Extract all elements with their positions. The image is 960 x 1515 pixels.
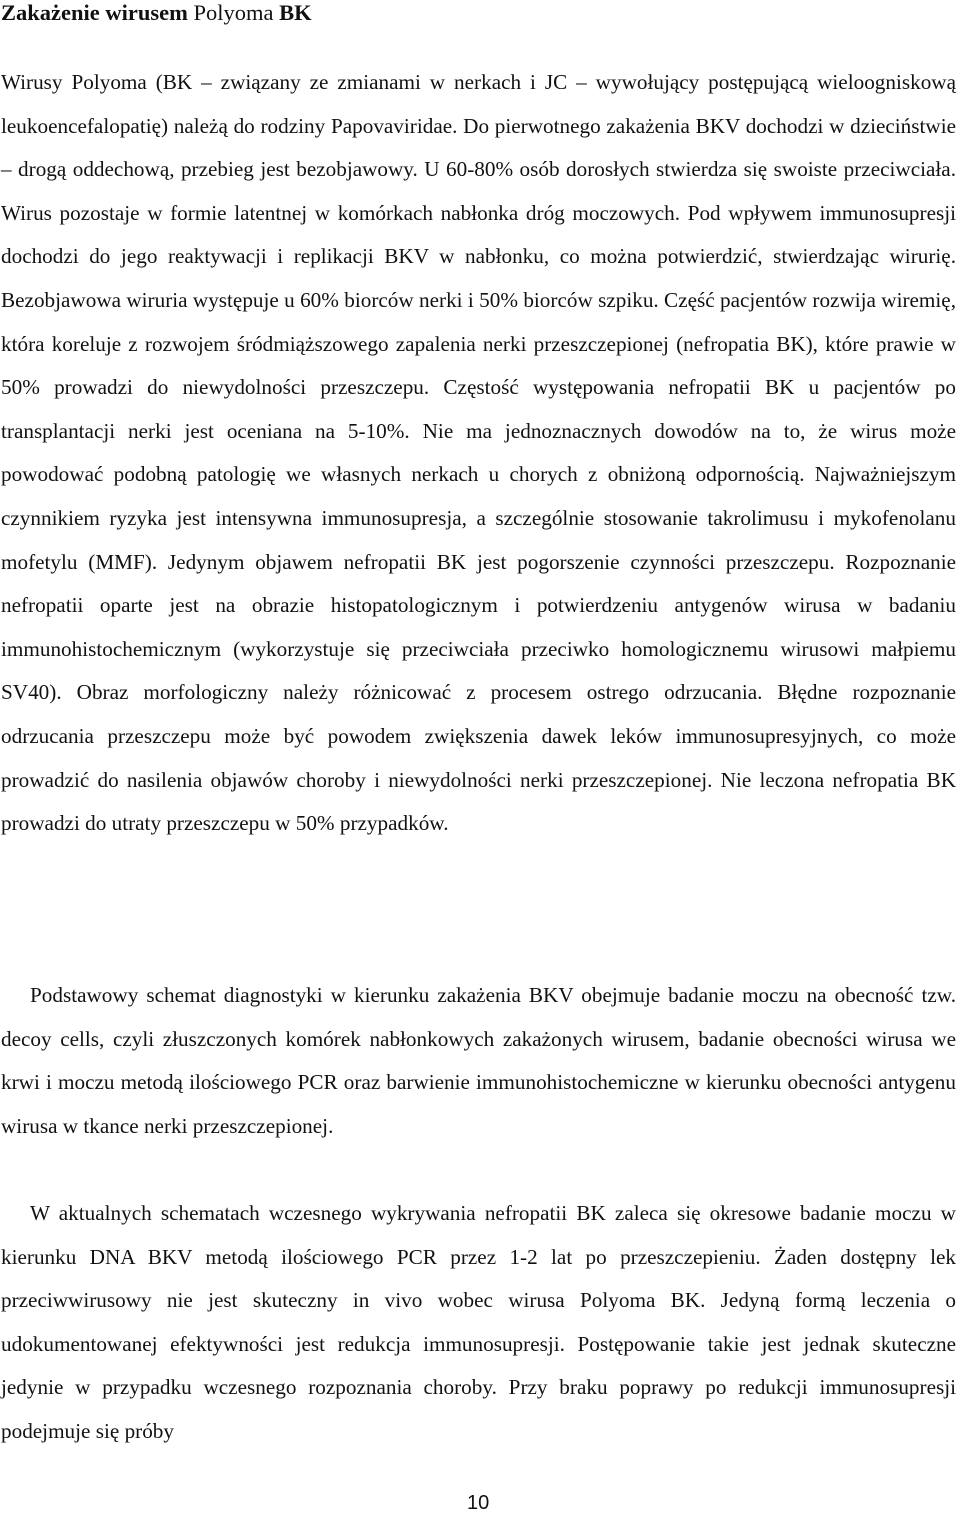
section-title-normal: Polyoma — [193, 0, 274, 25]
paragraph-intro: Wirusy Polyoma (BK – związany ze zmianami w nerkach i JC – wywołujący postępującą wieloogniskową leukoencefalopatię) należą do rodziny Papovaviridae. Do pierwotnego zakażenia BKV dochodzi w dzieciństwie – drogą oddechową, przebieg jest bezobjawowy. U 60-80% osób dorosłych stwierdza się swoiste przeciwciała. Wirus pozostaje w formie latentnej w komórkach nabłonka dróg moczowych. Pod wpływem immunosupresji dochodzi do jego reaktywacji i replikacji BKV w nabłonku, co można potwierdzić, stwierdzając wirurię. Bezobjawowa wiruria występuje u 60% biorców nerki i 50% biorców szpiku. Część pacjentów rozwija wiremię, która koreluje z rozwojem śródmiąższowego zapalenia nerki przeszczepionej (nefropatia BK), które prawie w 50% prowadzi do niewydolności przeszczepu. Częstość występowania nefropatii BK u pacjentów po transplantacji nerki jest oceniana na 5-10%. Nie ma jednoznacznych dowodów na to, że wirus może powodować podobną patologię we własnych nerkach u chorych z obniżoną odpornością. Najważniejszym czynnikiem ryzyka jest intensywna immunosupresja, a szczególnie stosowanie takrolimusu i mykofenolanu mofetylu (MMF). Jedynym objawem nefropatii BK jest pogorszenie czynności przeszczepu. Rozpoznanie nefropatii oparte jest na obrazie histopatologicznym i potwierdzeniu antygenów wirusa w badaniu immunohistochemicznym (wykorzystuje się przeciwciała przeciwko homologicznemu wirusowi małpiemu SV40). Obraz morfologiczny należy różnicować z procesem ostrego odrzucania. Błędne rozpoznanie odrzucania przeszczepu może być powodem zwiększenia dawek leków immunosupresyjnych, co może prowadzić do nasilenia objawów choroby i niewydolności nerki przeszczepionej. Nie leczona nefropatia BK prowadzi do utraty przeszczepu w 50% przypadków. — [1, 70, 956, 836]
paragraph-diagnostics: Podstawowy schemat diagnostyki w kierunku zakażenia BKV obejmuje badanie moczu na obecność tzw. decoy cells, czyli złuszczonych komórek nabłonkowych zakażonych wirusem, badanie obecności wirusa we krwi i moczu metodą ilościowego PCR oraz barwienie immunohistochemiczne w kierunku obecności antygenu wirusa w tkance nerki przeszczepionej. — [1, 983, 956, 1138]
section-title — [1, 0, 312, 27]
section-title-bold: Zakażenie wirusem — [1, 0, 188, 25]
page-number: 10 — [467, 1492, 490, 1514]
section-title-suffix: BK — [279, 0, 312, 25]
paragraph-screening: W aktualnych schematach wczesnego wykrywania nefropatii BK zaleca się okresowe badanie moczu w kierunku DNA BKV metodą ilościowego PCR przez 1-2 lat po przeszczepieniu. Żaden dostępny lek przeciwwirusowy nie jest skuteczny in vivo wobec wirusa Polyoma BK. Jedyną formą leczenia o udokumentowanej efektywności jest redukcja immunosupresji. Postępowanie takie jest jednak skuteczne jedynie w przypadku wczesnego rozpoznania choroby. Przy braku poprawy po redukcji immunosupresji podejmuje się próby — [1, 1201, 956, 1443]
